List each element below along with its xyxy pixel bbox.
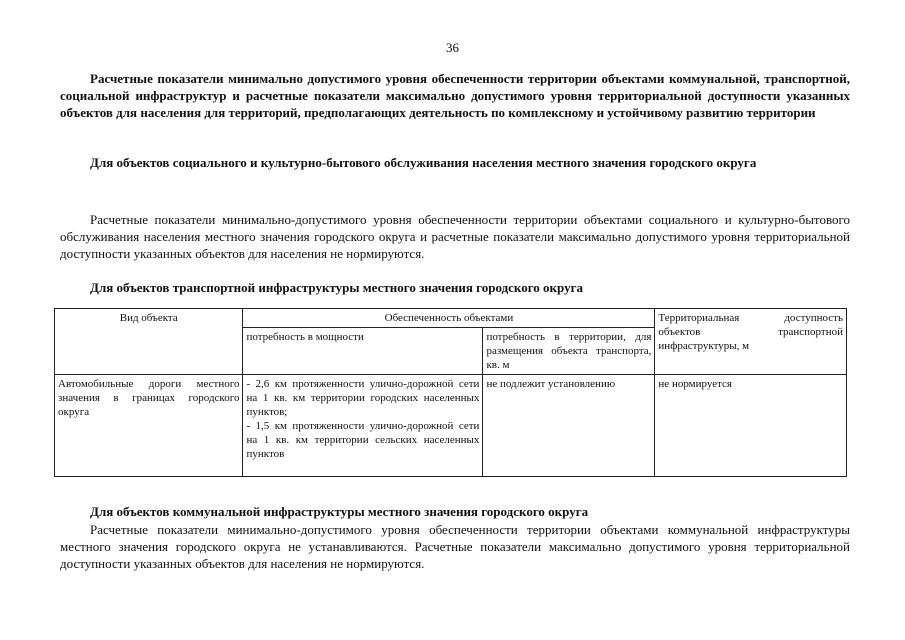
row-capacity-need [243, 375, 483, 477]
row-accessibility: не нормируется [655, 375, 847, 477]
transport-table [54, 308, 847, 477]
row-territory-need: не подлежит установлению [483, 375, 655, 477]
table-row [55, 375, 847, 477]
capacity-item-urban: - 2,6 км протяженности улично-дорожной сети на 1 кв. км территории городских населенных пунктов; [246, 378, 480, 418]
header-object-type: Вид объекта [55, 309, 243, 375]
communal-section-heading: Для объектов коммунальной инфраструктуры местного значения городского округа [90, 504, 589, 519]
main-heading: Расчетные показатели минимально допустимого уровня обеспеченности территории объектами коммунальной, транспортной, социальной инфраструктур и расчетные показатели максимально допустимого уровня территориальной доступности указанных объектов для населения для территорий, предполагающих деятельность по комплексному и устойчивому развитию территории [60, 71, 850, 120]
header-capacity-need: потребность в мощности [243, 328, 483, 375]
header-territory-need: потребность в территории, для размещения объекта транспорта, кв. м [483, 328, 655, 375]
page-number: 36 [446, 40, 459, 55]
communal-section-text: Расчетные показатели минимально-допустимого уровня обеспеченности территории объектами коммунальной инфраструктуры местного значения городского округа не устанавливаются. Расчетные показатели максимально допустимого уровня территориальной доступности указанных объектов для населения не нормируются. [60, 522, 850, 571]
capacity-item-rural: - 1,5 км протяженности улично-дорожной сети на 1 кв. км территории сельских населенных пунктов [246, 420, 480, 460]
social-section-heading: Для объектов социального и культурно-бытового обслуживания населения местного значения городского округа [90, 155, 757, 170]
social-section-text: Расчетные показатели минимально-допустимого уровня обеспеченности территории объектами социального и культурно-бытового обслуживания населения местного значения городского округа и расчетные показатели максимально допустимого уровня территориальной доступности указанных объектов для населения не нормируются. [60, 212, 850, 261]
header-accessibility: Территориальная доступность объектов транспортной инфраструктуры, м [655, 309, 847, 375]
transport-section-heading: Для объектов транспортной инфраструктуры местного значения городского округа [90, 280, 584, 295]
header-provision: Обеспеченность объектами [243, 309, 655, 328]
row-object-type: Автомобильные дороги местного значения в границах городского округа [55, 375, 243, 477]
table-header-row [55, 309, 847, 328]
